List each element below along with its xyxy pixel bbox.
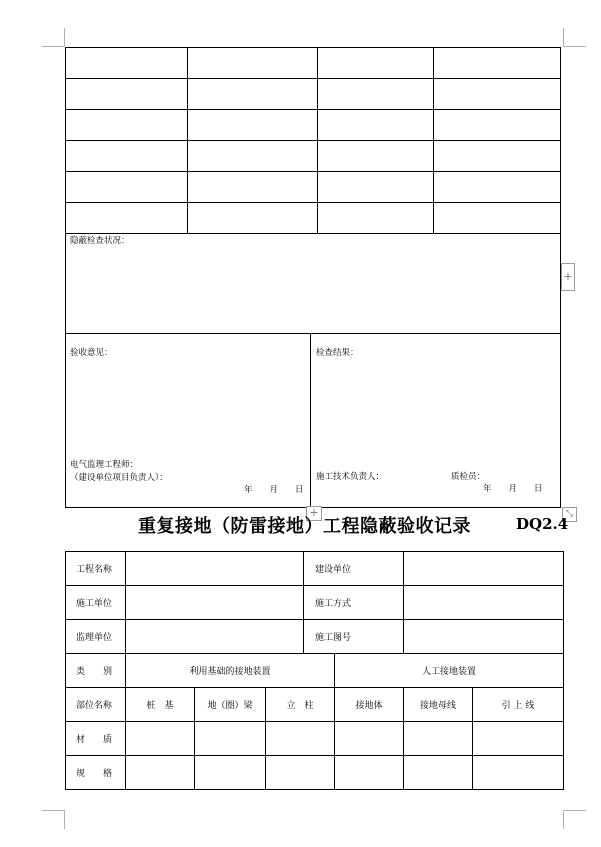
resize-table-icon[interactable]: ⤡	[562, 507, 577, 522]
contractor-field[interactable]	[126, 586, 304, 620]
hidden-inspection-section[interactable]	[65, 232, 561, 334]
material-label: 材 质	[66, 722, 126, 756]
supervisor-field[interactable]	[126, 620, 304, 654]
acceptance-form-table	[65, 551, 564, 790]
builder-lead-note: （建设单位项目负责人）：	[70, 473, 168, 483]
table-row	[66, 172, 561, 203]
add-row-icon[interactable]: +	[561, 263, 575, 291]
result-date: 年 月 日	[483, 484, 543, 494]
crop-mark-top-right	[563, 28, 586, 47]
table-row	[66, 552, 564, 586]
category-label: 类 别	[66, 654, 126, 688]
acceptance-opinion-label: 验收意见：	[70, 348, 113, 358]
table-row	[66, 586, 564, 620]
project-name-field[interactable]	[126, 552, 304, 586]
acceptance-opinion-section[interactable]	[65, 333, 311, 508]
category-manual: 人工接地装置	[335, 654, 564, 688]
supervising-engineer-label: 电气监理工程师：	[70, 460, 139, 470]
add-column-icon[interactable]: +	[306, 506, 322, 521]
crop-mark-bottom-right	[563, 810, 586, 829]
part-column: 立 柱	[266, 688, 335, 722]
part-name-label: 部位名称	[66, 688, 126, 722]
crop-mark-bottom-left	[42, 810, 65, 829]
contractor-label: 施工单位	[66, 586, 126, 620]
tech-lead-label: 施工技术负责人：	[316, 472, 385, 482]
project-name-label: 工程名称	[66, 552, 126, 586]
builder-field[interactable]	[404, 552, 564, 586]
hidden-inspection-label: 隐蔽检查状况：	[70, 236, 130, 246]
crop-mark-top-left	[42, 28, 65, 47]
document-title: 重复接地（防雷接地）工程隐蔽验收记录	[138, 516, 471, 537]
table-row	[66, 48, 561, 79]
table-row	[66, 722, 564, 756]
table-row	[66, 110, 561, 141]
table-row	[66, 79, 561, 110]
quality-inspector-label: 质检员：	[451, 472, 486, 482]
part-grounding-body: 接地体	[335, 688, 404, 722]
table-row	[66, 756, 564, 790]
method-label: 施工方式	[304, 586, 404, 620]
spec-label: 规 格	[66, 756, 126, 790]
part-grounding-bus: 接地母线	[404, 688, 473, 722]
part-ground-beam: 地（圈）梁	[195, 688, 266, 722]
builder-label: 建设单位	[304, 552, 404, 586]
upper-record-grid	[65, 47, 561, 234]
table-row	[66, 203, 561, 234]
table-row	[66, 141, 561, 172]
drawing-label: 施工图号	[304, 620, 404, 654]
acceptance-date: 年 月 日	[244, 485, 304, 495]
category-foundation: 利用基础的接地装置	[126, 654, 335, 688]
part-pile-foundation: 桩 基	[126, 688, 195, 722]
part-down-lead: 引 上 线	[473, 688, 564, 722]
document-code: DQ2.4	[516, 515, 569, 533]
table-row	[66, 688, 564, 722]
table-row	[66, 620, 564, 654]
table-row	[66, 654, 564, 688]
supervisor-label: 监理单位	[66, 620, 126, 654]
drawing-field[interactable]	[404, 620, 564, 654]
inspection-result-section[interactable]	[310, 333, 561, 508]
inspection-result-label: 检查结果：	[316, 348, 359, 358]
method-field[interactable]	[404, 586, 564, 620]
